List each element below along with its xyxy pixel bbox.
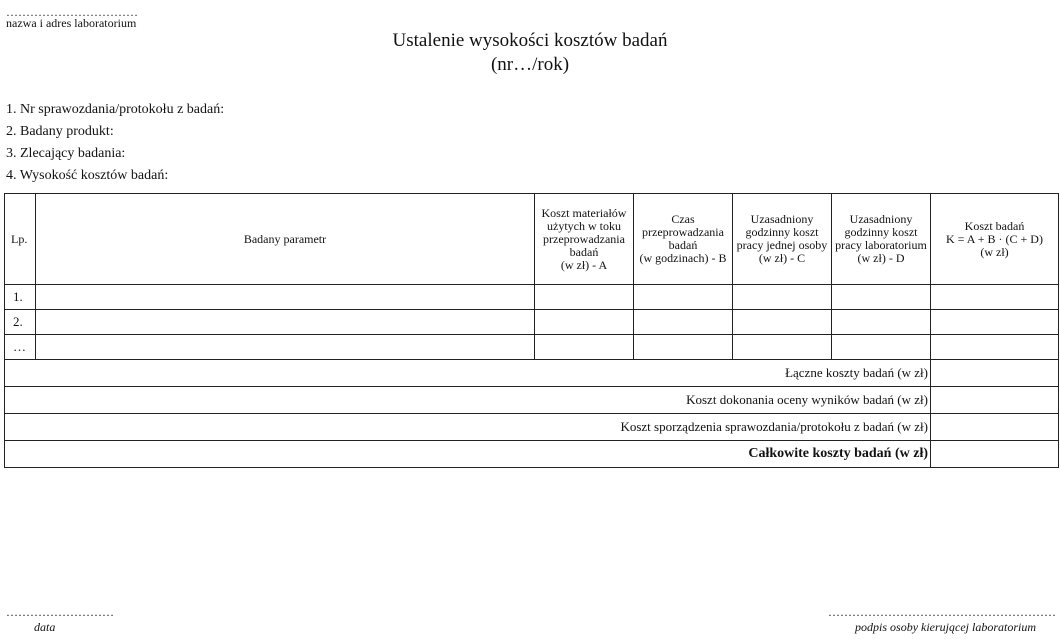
summary-value-total[interactable] — [931, 441, 1059, 468]
row-number: 2. — [5, 310, 36, 335]
summary-value[interactable] — [931, 387, 1059, 414]
col-header-lp: Lp. — [5, 194, 36, 285]
cell-c[interactable] — [733, 310, 832, 335]
info-fields — [6, 99, 224, 187]
summary-row-report — [5, 414, 1059, 441]
col-header-k-line: (w zł) — [980, 244, 1009, 259]
summary-label: Koszt dokonania oceny wyników badań (w zł) — [5, 387, 931, 414]
table-row — [5, 310, 1059, 335]
cell-a[interactable] — [535, 310, 634, 335]
col-header-a-line: Koszt materiałów — [541, 205, 627, 220]
col-header-d — [832, 194, 931, 285]
col-header-c-line: (w zł) - C — [758, 251, 806, 265]
field-cost-amount: 4. Wysokość kosztów badań: — [6, 168, 169, 183]
document-number: (nr…/rok) — [490, 54, 570, 75]
table-row — [5, 335, 1059, 360]
cell-k[interactable] — [931, 335, 1059, 360]
cell-c[interactable] — [733, 285, 832, 310]
cell-d[interactable] — [832, 285, 931, 310]
col-header-b-line: badań — [668, 238, 698, 252]
col-header-c-line: Uzasadniony — [750, 212, 814, 226]
col-header-k-line: Koszt badań — [964, 218, 1025, 233]
cell-b[interactable] — [634, 335, 733, 360]
field-product: 2. Badany produkt: — [6, 124, 114, 139]
date-dots: ……………………… — [6, 605, 114, 619]
cell-d[interactable] — [832, 310, 931, 335]
cell-d[interactable] — [832, 335, 931, 360]
cell-a[interactable] — [535, 335, 634, 360]
cell-a[interactable] — [535, 285, 634, 310]
col-header-d-line: pracy laboratorium — [835, 238, 927, 252]
col-header-b-line: Czas — [671, 212, 695, 226]
table-row — [5, 285, 1059, 310]
col-header-b-line: (w godzinach) - B — [639, 251, 727, 265]
col-header-b-line: przeprowadzania — [642, 225, 724, 239]
summary-row-total-tests — [5, 360, 1059, 387]
col-header-k — [931, 194, 1059, 285]
col-header-d-line: (w zł) - D — [857, 251, 905, 265]
signature-dots: ………………………………………………… — [828, 605, 1056, 619]
summary-label: Łączne koszty badań (w zł) — [5, 360, 931, 387]
col-header-d-line: Uzasadniony — [849, 212, 913, 226]
summary-value[interactable] — [931, 414, 1059, 441]
summary-value[interactable] — [931, 360, 1059, 387]
col-header-c-line: godzinny koszt — [745, 225, 819, 239]
field-report-number: 1. Nr sprawozdania/protokołu z badań: — [6, 102, 225, 117]
summary-label: Koszt sporządzenia sprawozdania/protokołu z badań (w zł) — [5, 414, 931, 441]
col-header-a-line: przeprowadzania — [543, 231, 625, 246]
cost-table — [4, 193, 1059, 468]
summary-row-grand-total — [5, 441, 1059, 468]
col-header-a-line: (w zł) - A — [560, 257, 608, 272]
cell-k[interactable] — [931, 285, 1059, 310]
col-header-d-line: godzinny koszt — [844, 225, 918, 239]
cell-k[interactable] — [931, 310, 1059, 335]
table-header-row — [5, 194, 1059, 285]
cell-c[interactable] — [733, 335, 832, 360]
signature-label: podpis osoby kierującej laboratorium — [855, 620, 1036, 634]
cell-param[interactable] — [36, 285, 535, 310]
col-header-a — [535, 194, 634, 285]
document-title: Ustalenie wysokości kosztów badań — [392, 30, 668, 51]
row-number: … — [5, 335, 36, 360]
lab-dots: …………………………… — [6, 5, 138, 19]
col-header-a-line: badań — [569, 244, 599, 259]
col-header-c-line: pracy jednej osoby — [736, 238, 828, 252]
col-header-a-line: użytych w toku — [547, 218, 621, 233]
summary-label-total: Całkowite koszty badań (w zł) — [5, 441, 931, 468]
col-header-c — [733, 194, 832, 285]
field-client: 3. Zlecający badania: — [6, 146, 126, 161]
cell-b[interactable] — [634, 285, 733, 310]
summary-row-evaluation — [5, 387, 1059, 414]
cell-b[interactable] — [634, 310, 733, 335]
col-header-b — [634, 194, 733, 285]
lab-name-label: nazwa i adres laboratorium — [6, 16, 137, 30]
col-header-param: Badany parametr — [36, 194, 535, 285]
date-label: data — [34, 620, 56, 634]
cell-param[interactable] — [36, 310, 535, 335]
cell-param[interactable] — [36, 335, 535, 360]
col-header-k-line: K = A + B · (C + D) — [946, 231, 1043, 246]
row-number: 1. — [5, 285, 36, 310]
